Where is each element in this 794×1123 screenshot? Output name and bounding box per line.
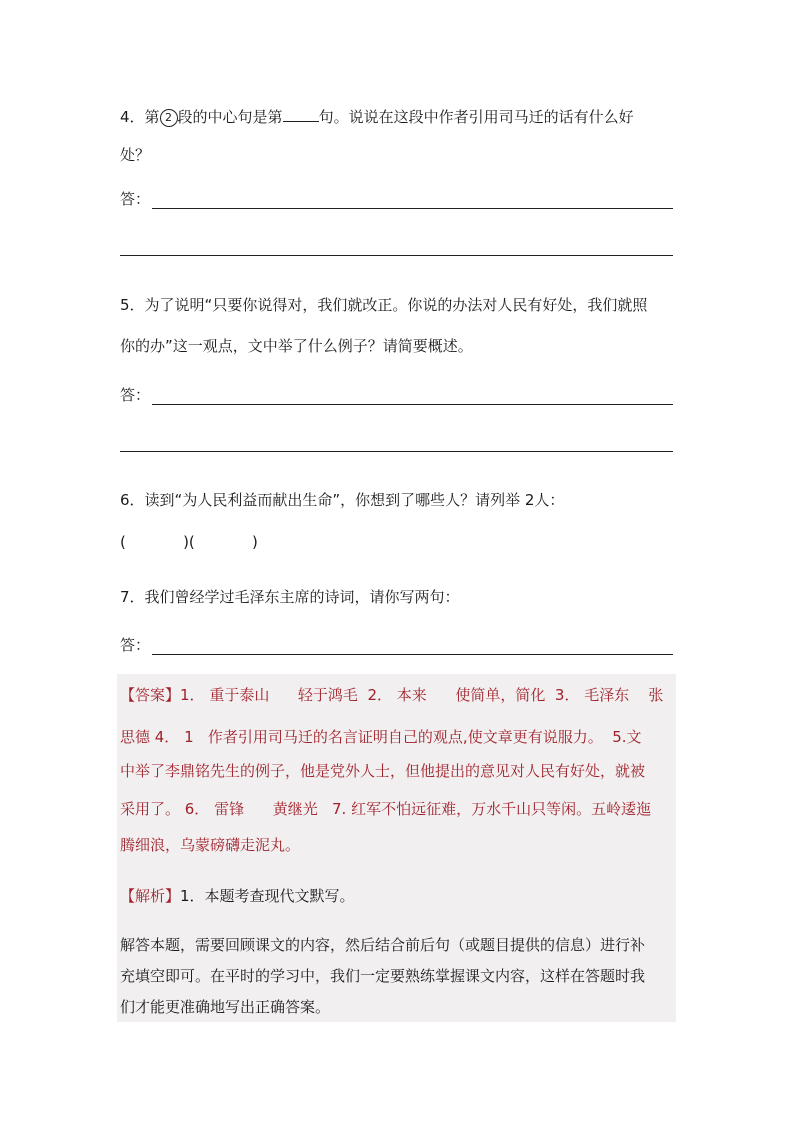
q6-fill-brackets[interactable]: ( )( ) [120,533,258,551]
answer-line[interactable] [152,208,673,209]
q6-line-1: 6．读到“为人民利益而献出生命”，你想到了哪些人？请列举 2人： [120,491,565,509]
answer-label: 答： [120,636,151,654]
analysis-line-3: 充填空即可。在平时的学习中，我们一定要熟练掌握课文内容，这样在答题时我 [120,967,646,985]
answer-key-line-1 [120,684,663,705]
answer-key-line-4: 采用了。 6． 雷锋 黄继光 7. 红军不怕远征难，万水千山只等闲。五岭逶迤 [120,800,652,818]
q4-text-a: 4．第 [120,108,160,126]
q7-answer-row[interactable] [120,634,673,658]
answer-label: 答： [120,386,151,404]
answer-key-line-2: 思德 4． 1 作者引用司马迁的名言证明自己的观点,使文章更有说服力。 5.文 [120,728,642,746]
answer-text-1: 1． 重于泰山 轻于鸿毛 2． 本来 使简单，简化 3． 毛泽东 张 [180,686,664,704]
answer-line[interactable] [152,404,673,405]
q4-line-1 [120,106,634,127]
analysis-line-2: 解答本题，需要回顾课文的内容，然后结合前后句（或题目提供的信息）进行补 [120,936,646,954]
q7-line-1: 7．我们曾经学过毛泽东主席的诗词，请你写两句： [120,588,460,606]
q5-answer-row[interactable] [120,384,673,408]
q4-answer-line-2[interactable] [120,255,673,256]
answer-label: 答： [120,190,151,208]
answer-key-line-3: 中举了李鼎铭先生的例子，他是党外人士，但他提出的意见对人民有好处，就被 [120,762,646,780]
analysis-line-4: 们才能更准确地写出正确答案。 [120,998,331,1016]
q5-line-1: 5．为了说明“只要你说得对，我们就改正。你说的办法对人民有好处，我们就照 [120,296,648,314]
q4-fill-blank[interactable] [283,107,319,122]
circled-number: 2 [160,109,178,127]
q5-line-2: 你的办”这一观点，文中举了什么例子？请简要概述。 [120,337,473,355]
answer-tag: 【答案】 [120,686,181,704]
q4-line-2: 处？ [120,146,151,164]
analysis-tag: 【解析】 [120,887,181,905]
q5-answer-line-2[interactable] [120,451,673,452]
analysis-text-1: 1．本题考查现代文默写。 [180,887,355,905]
analysis-line-1 [120,885,355,906]
answer-key-line-5: 腾细浪，乌蒙磅礴走泥丸。 [120,836,301,854]
q4-text-b: 段的中心句是第 [177,108,283,126]
q4-answer-row[interactable] [120,188,673,212]
answer-line[interactable] [152,654,673,655]
q4-text-c: 句。说说在这段中作者引用司马迁的话有什么好 [318,108,634,126]
